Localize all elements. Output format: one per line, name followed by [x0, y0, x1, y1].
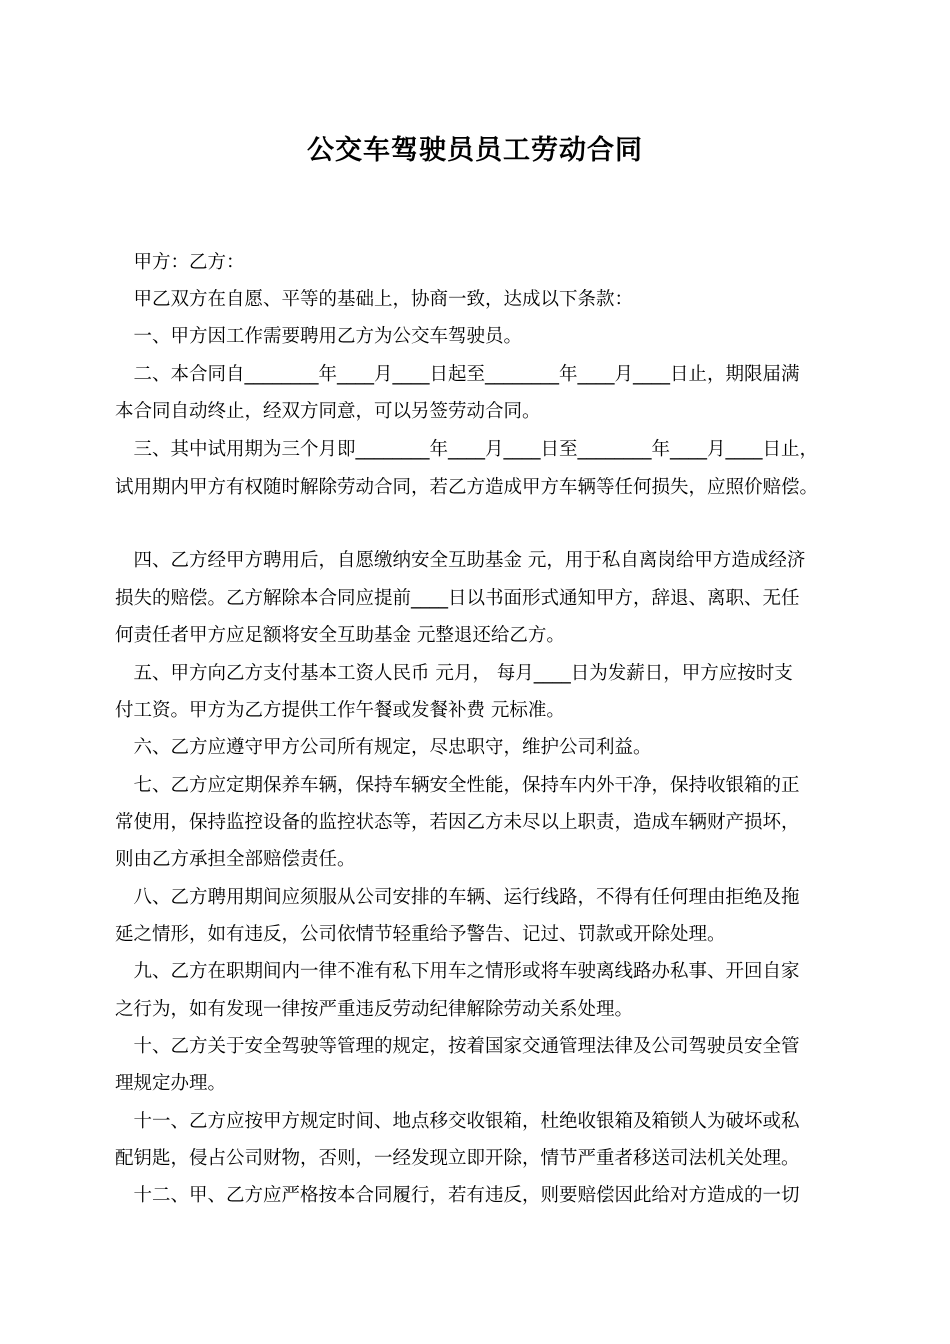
clause-4-line-3: 何责任者甲方应足额将安全互助基金 元整退还给乙方。 — [115, 625, 565, 646]
clause-7-line-2: 常使用，保持监控设备的监控状态等，若因乙方未尽以上职责，造成车辆财产损坏， — [115, 812, 800, 833]
clause-9-line-2: 之行为，如有发现一律按严重违反劳动纪律解除劳动关系处理。 — [115, 999, 634, 1020]
clause-7-line-1: 七、乙方应定期保养车辆，保持车辆安全性能，保持车内外干净，保持收银箱的正 — [115, 775, 800, 796]
clause-3-line-1: 三、其中试用期为三个月即________年____月____日至________年____月____日止， — [115, 439, 819, 460]
clause-12-line-1: 十二、甲、乙方应严格按本合同履行，若有违反，则要赔偿因此给对方造成的一切 — [115, 1185, 800, 1206]
clause-3-line-2: 试用期内甲方有权随时解除劳动合同，若乙方造成甲方车辆等任何损失，应照价赔偿。 — [115, 477, 819, 498]
clause-5-line-1: 五、甲方向乙方支付基本工资人民币 元月， 每月____日为发薪日，甲方应按时支 — [115, 663, 793, 684]
clause-10-line-2: 理规定办理。 — [115, 1073, 227, 1094]
clause-8-line-2: 延之情形，如有违反，公司依情节轻重给予警告、记过、罚款或开除处理。 — [115, 924, 726, 945]
clause-1-line: 一、甲方因工作需要聘用乙方为公交车驾驶员。 — [115, 326, 523, 347]
clause-2-line-1: 二、本合同自________年____月____日起至________年____月____日止，期限届满 — [115, 364, 800, 385]
preamble-line: 甲乙双方在自愿、平等的基础上，协商一致，达成以下条款： — [115, 289, 634, 310]
party-line: 甲方：乙方： — [115, 252, 245, 273]
clause-9-line-1: 九、乙方在职期间内一律不准有私下用车之情形或将车驶离线路办私事、开回自家 — [115, 961, 800, 982]
clause-2-line-2: 本合同自动终止，经双方同意，可以另签劳动合同。 — [115, 401, 541, 422]
clause-5-line-2: 付工资。甲方为乙方提供工作午餐或发餐补费 元标准。 — [115, 700, 565, 721]
clause-10-line-1: 十、乙方关于安全驾驶等管理的规定，按着国家交通管理法律及公司驾驶员安全管 — [115, 1036, 800, 1057]
document-title: 公交车驾驶员员工劳动合同 — [307, 135, 643, 166]
clause-4-line-2: 损失的赔偿。乙方解除本合同应提前____日以书面形式通知甲方，辞退、离职、无任 — [115, 588, 800, 609]
clause-11-line-1: 十一、乙方应按甲方规定时间、地点移交收银箱，杜绝收银箱及箱锁人为破坏或私 — [115, 1111, 800, 1132]
clause-4-line-1: 四、乙方经甲方聘用后，自愿缴纳安全互助基金 元，用于私自离岗给甲方造成经济 — [115, 550, 806, 571]
clause-11-line-2: 配钥匙，侵占公司财物，否则，一经发现立即开除，情节严重者移送司法机关处理。 — [115, 1148, 800, 1169]
clause-6-line: 六、乙方应遵守甲方公司所有规定，尽忠职守，维护公司利益。 — [115, 737, 652, 758]
clause-7-line-3: 则由乙方承担全部赔偿责任。 — [115, 849, 356, 870]
clause-8-line-1: 八、乙方聘用期间应须服从公司安排的车辆、运行线路，不得有任何理由拒绝及拖 — [115, 887, 800, 908]
